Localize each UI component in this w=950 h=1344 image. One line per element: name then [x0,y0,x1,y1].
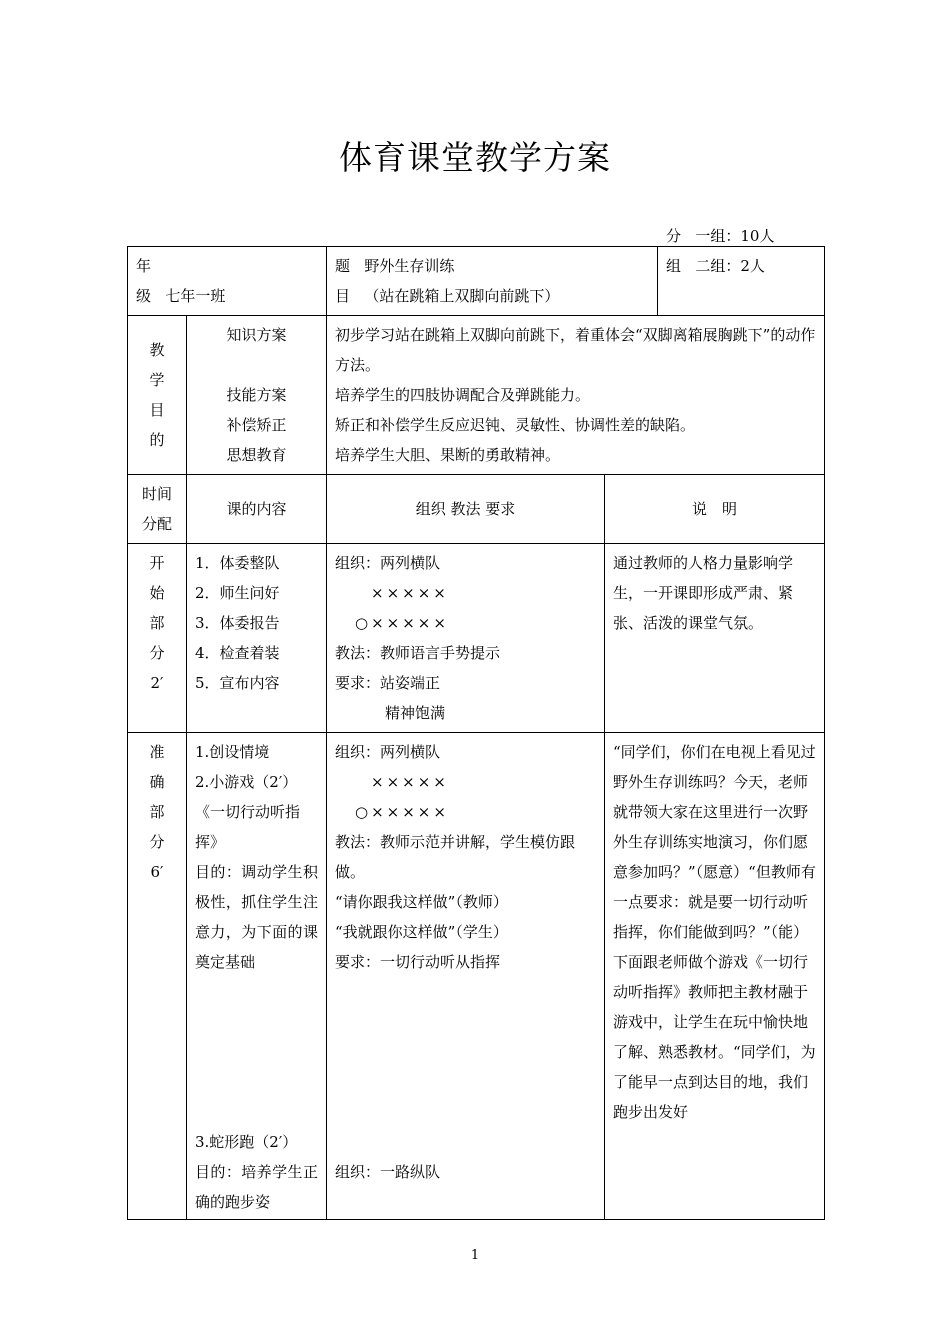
topic-label-1: 题 [335,257,351,275]
start-method: 组织：两列横队 ××××× ○××××× 教法：教师语言手势提示 要求：站姿端正 精神饱满 [327,544,605,733]
time-header: 时间 分配 [128,475,187,544]
prep-content [187,733,327,1220]
method-header: 组织 教法 要求 [327,475,605,544]
objectives-labels [187,316,327,475]
formation-row: ××××× [371,584,449,602]
header-row [128,247,825,316]
prep-side-label: 准 确 部 分 6′ [128,733,187,1220]
start-section-row [128,544,825,733]
list-item: 1．体委整队 [195,554,280,572]
list-item: 4．检查着装 [195,644,280,662]
page-number: 1 [470,1248,480,1263]
group-label-2: 组 [666,257,682,275]
topic-value-1: 野外生存训练 [364,257,455,275]
start-note: 通过教师的人格力量影响学生，一开课即形成严肃、紧张、活泼的课堂气氛。 [605,544,825,733]
grade-value: 七年一班 [165,287,226,305]
column-header-row [128,475,825,544]
grade-cell [128,247,327,316]
start-content [187,544,327,733]
topic-label-2: 目 [335,287,351,305]
list-item: 3.蛇形跑（2′） [195,1133,298,1151]
goal-text: 目的：调动学生积极性，抓住学生注意力，为下面的课奠定基础 [195,863,318,971]
prep-method: 组织：两列横队 ××××× ○××××× 教法：教师示范并讲解，学生模仿跟做。 “请你跟我这样做”（教师） “我就跟你这样做”（学生） 要求：一切行动听从指挥 组织：一路纵队 [327,733,605,1220]
objectives-texts [327,316,825,475]
list-item: 1.创设情境 [195,743,270,761]
prep-note: “同学们，你们在电视上看见过野外生存训练吗？今天，老师就带领大家在这里进行一次野外生存训练实地演习，你们愿意参加吗？”（愿意）“但教师有一点要求：就是要一切行动听指挥，你们能做到吗？”（能）下面跟老师做个游戏《一切行动听指挥》教师把主教材融于游戏中，让学生在玩中愉快地了解、熟悉教材。“同学们，为了能早一点到达目的地，我们跑步出发好 [605,733,825,1220]
objective-label: 知识方案 [226,326,287,344]
list-item: 5．宣布内容 [195,674,280,692]
prep-section-row [128,733,825,1220]
objective-label: 技能方案 [226,386,287,404]
start-side-label: 开 始 部 分 2′ [128,544,187,733]
objectives-row [128,316,825,475]
goal-text: 目的：培养学生正确的跑步姿 [195,1163,318,1211]
list-item: 3．体委报告 [195,614,280,632]
list-item: 2．师生问好 [195,584,280,602]
group-value-1: 一组：10人 [695,227,775,245]
objective-text: 初步学习站在跳箱上双脚向前跳下，着重体会“双脚离箱展胸跳下”的动作方法。 [335,326,816,374]
grade-label-1: 年 [136,257,152,275]
objective-label: 补偿矫正 [226,416,287,434]
formation-row: ××××× [371,773,449,791]
document-title: 体育课堂教学方案 [339,138,611,177]
formation-row: ○××××× [355,614,449,632]
grade-label-2: 级 [136,287,152,305]
group-value-2: 二组：2人 [695,257,765,275]
note-header: 说 明 [605,475,825,544]
objective-label: 思想教育 [226,446,287,464]
lesson-plan-table [127,227,825,1220]
group-cell [658,227,825,316]
objective-text: 培养学生大胆、果断的勇敢精神。 [335,446,561,464]
topic-value-2: （站在跳箱上双脚向前跳下） [364,287,560,305]
content-header: 课的内容 [187,475,327,544]
objective-text: 矫正和补偿学生反应迟钝、灵敏性、协调性差的缺陷。 [335,416,696,434]
objective-text: 培养学生的四肢协调配合及弹跳能力。 [335,386,591,404]
list-item: 《一切行动听指挥》 [195,803,301,851]
formation-row: ○××××× [355,803,449,821]
group-label-1: 分 [666,227,682,245]
objectives-side-label: 教 学 目 的 [128,316,187,475]
topic-cell [327,247,658,316]
list-item: 2.小游戏（2′） [195,773,298,791]
